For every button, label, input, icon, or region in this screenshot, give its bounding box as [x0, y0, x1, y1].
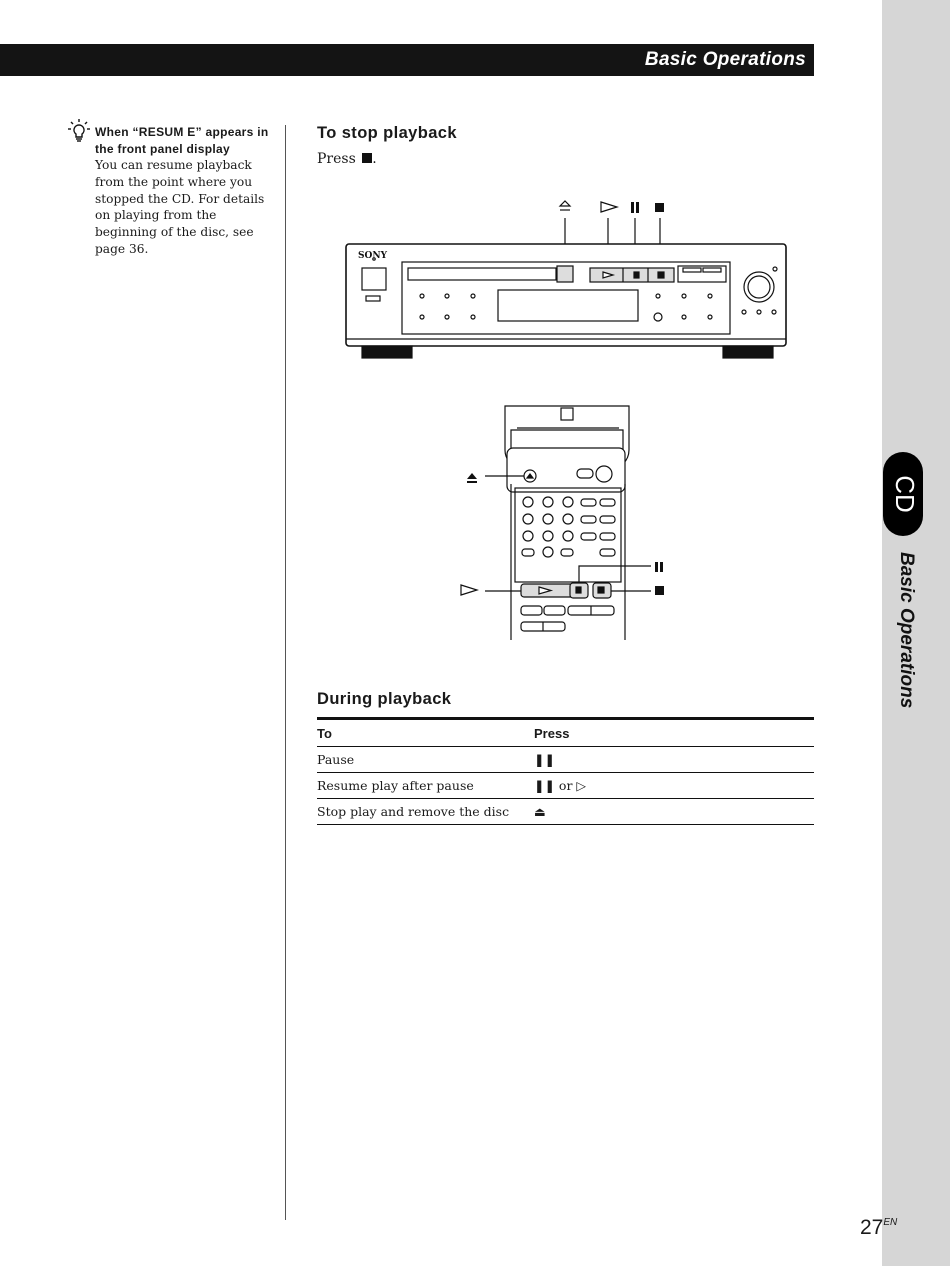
remote-play-callout-icon	[461, 585, 477, 595]
player-brand: SONY	[358, 251, 387, 261]
table-cell-press: ❚❚	[534, 747, 814, 773]
tip-title: When “RESUM E” appears in the front panel display	[95, 125, 269, 156]
cd-player-illustration	[340, 196, 800, 366]
tip-body: You can resume playback from the point where you stopped the CD. For details on playing from the beginning of the disc, see page 36.	[95, 158, 265, 256]
side-tab-label: Basic Operations	[896, 552, 917, 709]
eject-callout-icon	[560, 201, 570, 210]
table-row	[317, 747, 814, 773]
press-instruction	[317, 151, 377, 167]
remote-stop-callout-icon	[655, 586, 664, 595]
page-number	[860, 1216, 897, 1240]
table-row	[317, 799, 814, 825]
column-divider	[285, 125, 286, 1220]
table-cell-to: Stop play and remove the disc	[317, 799, 534, 825]
column-header-to: To	[317, 719, 534, 747]
column-header-press: Press	[534, 719, 814, 747]
play-callout-icon	[601, 202, 617, 212]
stop-heading: To stop playback	[317, 124, 457, 142]
operations-table	[317, 717, 814, 825]
table-cell-to: Resume play after pause	[317, 773, 534, 799]
table-cell-press: ⏏	[534, 799, 814, 825]
table-row	[317, 773, 814, 799]
stop-symbol-icon	[362, 153, 372, 163]
table-cell-press: ❚❚ or ▷	[534, 773, 814, 799]
page-number-value: 27	[860, 1216, 884, 1239]
cd-badge-text: CD	[890, 475, 920, 513]
press-prefix: Press	[317, 151, 356, 167]
stop-callout-icon	[655, 203, 664, 212]
remote-pause-callout-icon	[655, 562, 663, 572]
remote-eject-callout-icon	[467, 473, 477, 483]
during-heading: During playback	[317, 690, 452, 708]
pause-callout-icon	[631, 202, 639, 213]
table-cell-to: Pause	[317, 747, 534, 773]
header-title: Basic Operations	[644, 49, 806, 70]
page-number-suffix: EN	[883, 1217, 898, 1228]
header-bar	[0, 44, 814, 76]
lightbulb-tip-icon	[66, 118, 92, 144]
press-suffix: .	[372, 151, 377, 167]
remote-illustration	[455, 404, 680, 644]
